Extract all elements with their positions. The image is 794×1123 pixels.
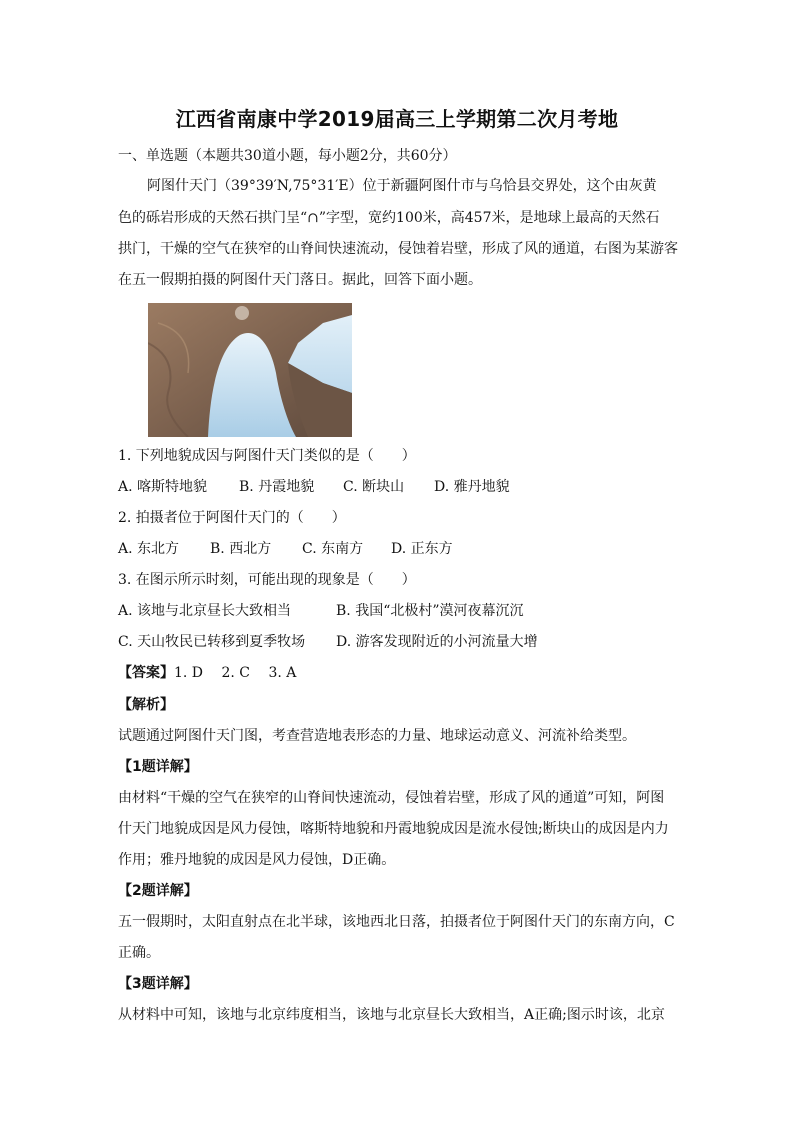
- option: C. 天山牧民已转移到夏季牧场: [118, 634, 306, 650]
- question-stem: 3. 在图示所示时刻，可能出现的现象是（ ）: [118, 572, 416, 588]
- detail-line: 正确。: [118, 945, 160, 961]
- passage-line: 阿图什天门（39°39′N,75°31′E）位于新疆阿图什市与乌恰县交界处，这个由灰黄: [147, 178, 657, 194]
- question-stem: 2. 拍摄者位于阿图什天门的（ ）: [118, 510, 346, 526]
- detail-line: 作用；雅丹地貌的成因是风力侵蚀，D正确。: [118, 852, 396, 868]
- option: B. 西北方: [210, 541, 272, 557]
- option: B. 我国“北极村”漠河夜幕沉沉: [336, 603, 524, 619]
- option: C. 断块山: [343, 479, 405, 495]
- passage-line: 拱门，干燥的空气在狭窄的山脊间快速流动，侵蚀着岩壁，形成了风的通道，右图为某游客: [118, 241, 678, 257]
- option: C. 东南方: [302, 541, 364, 557]
- detail-line: 什天门地貌成因是风力侵蚀，喀斯特地貌和丹霞地貌成因是流水侵蚀;断块山的成因是内力: [118, 821, 669, 837]
- stone-arch-photo: [148, 303, 352, 437]
- option: A. 该地与北京昼长大致相当: [118, 603, 292, 619]
- stone-arch-image: [148, 303, 352, 437]
- passage-line: 在五一假期拍摄的阿图什天门落日。据此，回答下面小题。: [118, 272, 482, 288]
- option: D. 雅丹地貌: [434, 479, 510, 495]
- option: D. 游客发现附近的小河流量大增: [336, 634, 538, 650]
- question-stem: 1. 下列地貌成因与阿图什天门类似的是（ ）: [118, 448, 416, 464]
- document-title: 江西省南康中学2019届高三上学期第二次月考地: [175, 107, 619, 131]
- section-header: 一、单选题（本题共30道小题，每小题2分，共60分）: [118, 148, 457, 164]
- option: B. 丹霞地貌: [239, 479, 315, 495]
- analysis-text: 试题通过阿图什天门图，考查营造地表形态的力量、地球运动意义、河流补给类型。: [118, 728, 636, 744]
- answer-label: 【答案】: [118, 665, 174, 681]
- detail-line: 由材料“干燥的空气在狭窄的山脊间快速流动，侵蚀着岩壁，形成了风的通道”可知，阿图: [118, 790, 665, 806]
- analysis-label: 【解析】: [118, 697, 174, 713]
- detail-line: 五一假期时，太阳直射点在北半球，该地西北日落，拍摄者位于阿图什天门的东南方向，C: [118, 914, 675, 930]
- option: D. 正东方: [391, 541, 453, 557]
- detail-label: 【2题详解】: [118, 883, 198, 899]
- detail-line: 从材料中可知，该地与北京纬度相当，该地与北京昼长大致相当，A正确;图示时该，北京: [118, 1007, 665, 1023]
- detail-label: 【1题详解】: [118, 759, 198, 775]
- option: A. 喀斯特地貌: [118, 479, 208, 495]
- answer-line: [118, 663, 296, 683]
- option: A. 东北方: [118, 541, 180, 557]
- answer-text: 1. D 2. C 3. A: [174, 665, 297, 681]
- detail-label: 【3题详解】: [118, 976, 198, 992]
- passage-line: 色的砾岩形成的天然石拱门呈“∩”字型，宽约100米，高457米，是地球上最高的天然石: [118, 210, 660, 226]
